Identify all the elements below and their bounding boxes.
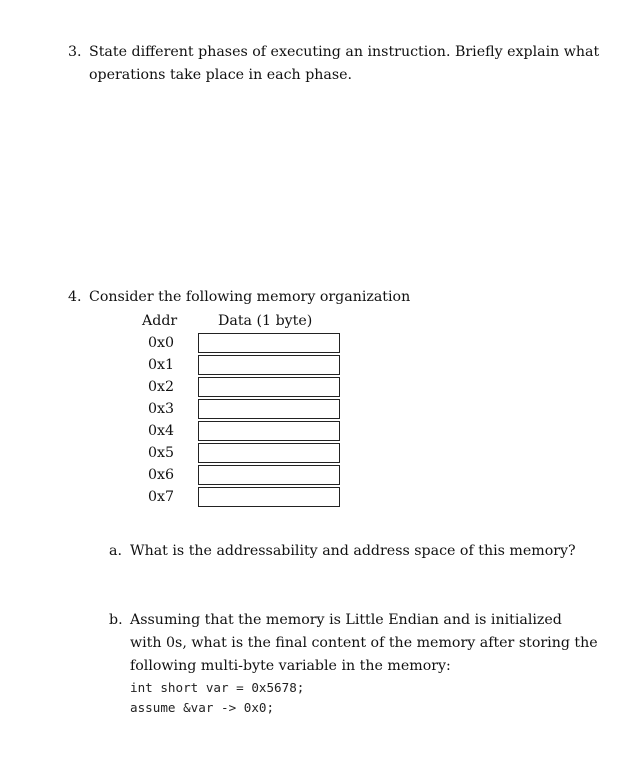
memory-data-cell [198,355,340,375]
memory-data-cell [198,399,340,419]
memory-data-cell [198,465,340,485]
memory-header-data: Data (1 byte) [218,313,313,329]
memory-row [140,486,340,508]
memory-row [140,332,340,354]
memory-data-cell [198,377,340,397]
memory-address: 0x1 [148,357,175,373]
memory-address: 0x4 [148,423,175,439]
memory-header-addr: Addr [142,313,178,329]
subquestion-a-text: What is the addressability and address space of this memory? [130,543,576,559]
memory-data-cell [198,487,340,507]
subquestion-a-label: a. [109,543,122,559]
memory-address: 0x7 [148,489,175,505]
question-3-number: 3. [68,44,82,60]
memory-address: 0x3 [148,401,175,417]
code-line-address: assume &var -> 0x0; [130,700,275,715]
memory-row [140,354,340,376]
question-4-number: 4. [68,289,82,305]
memory-row [140,464,340,486]
question-3-text-line-1: State different phases of executing an instruction. Briefly explain what [89,44,600,60]
memory-row [140,420,340,442]
memory-data-cell [198,443,340,463]
subquestion-b-text-line-3: following multi-byte variable in the memory: [130,658,451,674]
code-line-declaration: int short var = 0x5678; [130,680,305,695]
memory-address: 0x0 [148,335,175,351]
subquestion-b-text-line-1: Assuming that the memory is Little Endian and is initialized [130,612,562,628]
memory-address: 0x6 [148,467,175,483]
subquestion-b-label: b. [109,612,123,628]
memory-row [140,398,340,420]
memory-data-cell [198,421,340,441]
memory-row [140,442,340,464]
memory-data-cell [198,333,340,353]
memory-table [140,332,340,508]
question-3-text-line-2: operations take place in each phase. [89,67,353,83]
memory-address: 0x2 [148,379,175,395]
memory-address: 0x5 [148,445,175,461]
question-4-intro: Consider the following memory organization [89,289,411,305]
subquestion-b-text-line-2: with 0s, what is the final content of the memory after storing the [130,635,598,651]
memory-row [140,376,340,398]
